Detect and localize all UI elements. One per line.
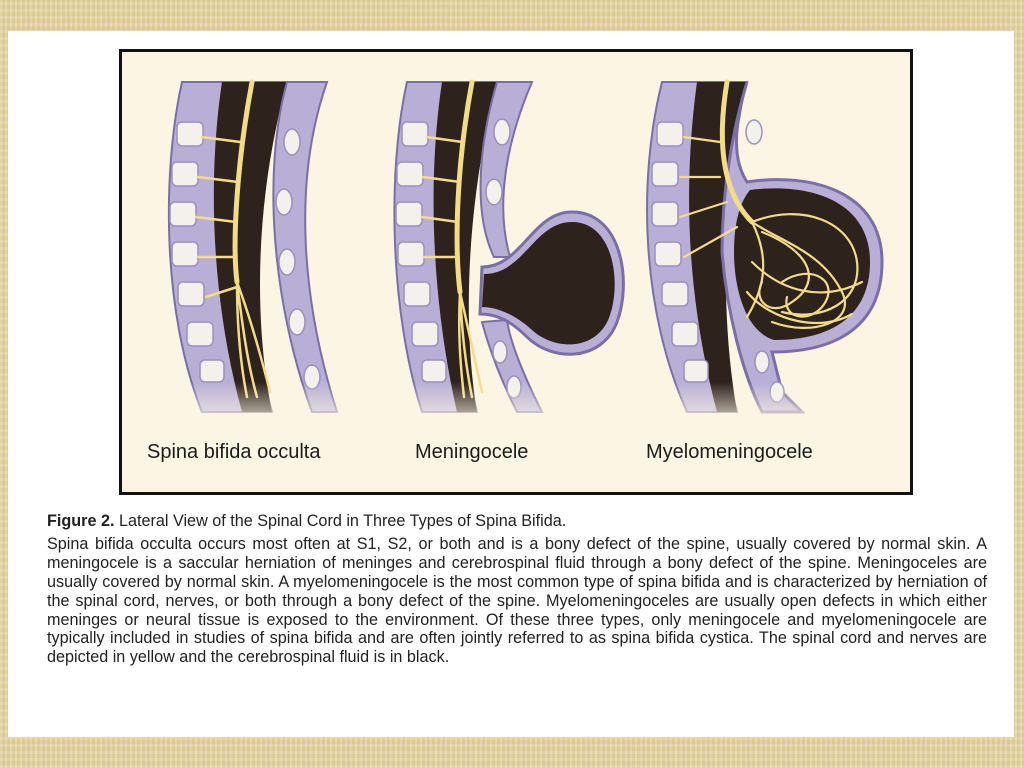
panel-myelomeningocele-drawing xyxy=(647,82,882,412)
label-myelomeningocele: Myelomeningocele xyxy=(646,441,813,463)
caption-title: Lateral View of the Spinal Cord in Three Types of Spina Bifida. xyxy=(118,512,567,530)
panel-occulta-drawing xyxy=(169,82,337,412)
label-meningocele: Meningocele xyxy=(415,441,529,463)
panel-meningocele-drawing xyxy=(394,82,623,412)
slide-page xyxy=(8,31,1014,737)
caption-title-line xyxy=(47,512,987,531)
spine-illustration xyxy=(122,52,910,492)
figure-illustration-frame xyxy=(119,49,913,495)
figure-caption xyxy=(47,512,987,667)
label-spina-bifida-occulta: Spina bifida occulta xyxy=(147,441,321,463)
caption-body: Spina bifida occulta occurs most often at S1, S2, or both and is a bony defect of the spine, usually covered by normal skin. A meningocele is a saccular herniation of meninges and cerebrospinal fluid through a bony defect of the spine. Meningoceles are usually covered by normal skin. A myelomeningocele is the most common type of spina bifida and is characterized by herniation of the spinal cord, nerves, or both through a bony defect of the spine. Myelomeningoceles are usually open defects in which either meninges or neural tissue is exposed to the environment. Of these three types, only meningocele and myelomeningocele are typically included in studies of spina bifida and are often jointly referred to as spina bifida cystica. The spinal cord and nerves are depicted in yellow and the cerebrospinal fluid is in black. xyxy=(47,534,987,667)
figure-number: Figure 2. xyxy=(47,512,115,530)
